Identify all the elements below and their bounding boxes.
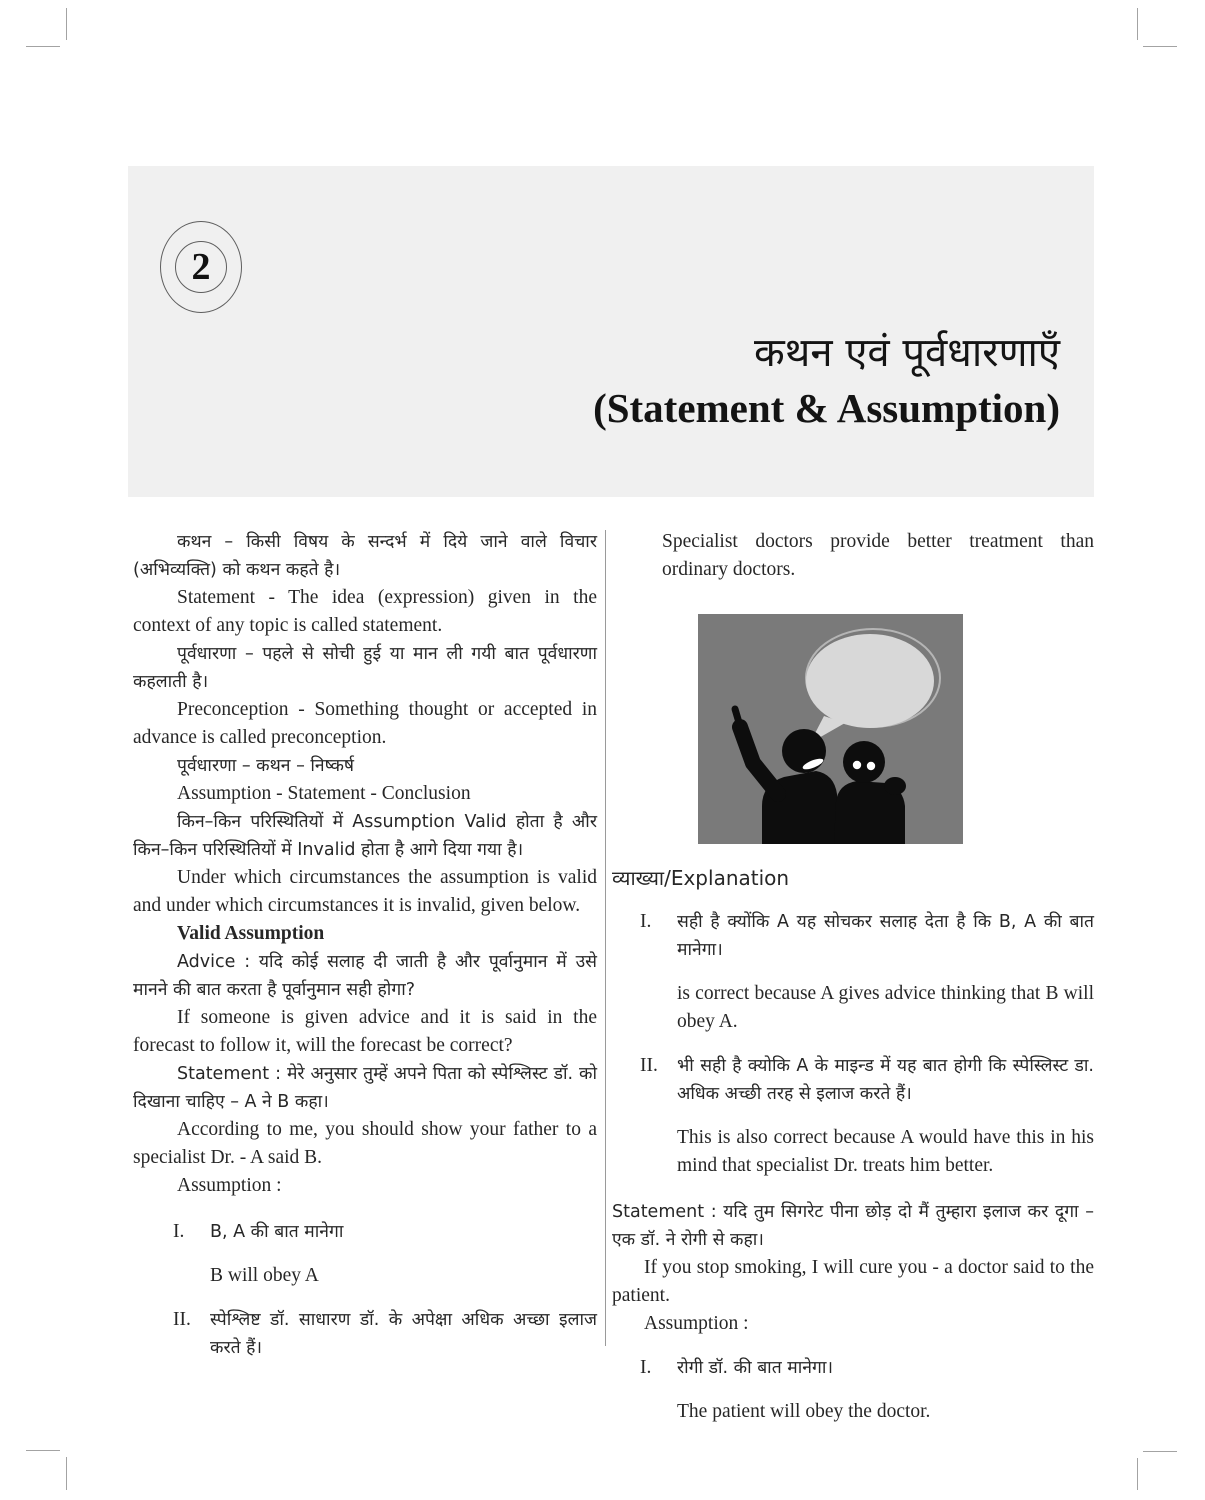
explanation-item-text-en: is correct because A gives advice thinking that B will obey A.	[677, 983, 1094, 1032]
doctor-advice-illustration	[698, 614, 963, 844]
list-item	[133, 1306, 597, 1362]
advisor-pointing-finger	[735, 709, 740, 726]
crop-mark-top-left-v	[66, 8, 67, 40]
explanation-item-text-hi: भी सही है क्योकि A के माइन्ड में यह बात होगी कि स्पेस्लिस्ट डा. अधिक अच्छी तरह से इलाज करते हैं।	[677, 1056, 1094, 1104]
crop-mark-top-left-h	[26, 46, 60, 47]
heading-valid-assumption: Valid Assumption	[177, 923, 325, 944]
chapter-number-badge	[160, 221, 242, 313]
para-purvadharana-definition-hi: पूर्वधारणा – पहले से सोची हुई या मान ली गयी बात पूर्वधारणा कहलाती है।	[133, 644, 597, 692]
list-item-text-hi: B, A की बात मानेगा	[210, 1222, 344, 1242]
list-item-text-hi: स्पेश्लिष्ट डॉ. साधारण डॉ. के अपेक्षा अधिक अच्छा इलाज करते हैं।	[210, 1310, 597, 1358]
list-item-translation-en: B will obey A	[210, 1265, 319, 1286]
crop-mark-top-right-v	[1137, 8, 1138, 40]
crop-mark-bottom-right-v	[1137, 1458, 1138, 1490]
explanation-item	[612, 1052, 1094, 1108]
para-sequence-en: Assumption - Statement - Conclusion	[177, 783, 471, 804]
chapter-title-english: (Statement & Assumption)	[593, 385, 1060, 431]
list-item	[133, 1218, 597, 1246]
para-advice-hi: Advice : यदि कोई सलाह दी जाती है और पूर्वानुमान में उसे मानने की बात करता है पूर्वानुमान सही होगा?	[133, 952, 597, 1000]
para-statement-example-en: According to me, you should show your father to a specialist Dr. - A said B.	[133, 1119, 597, 1168]
listener-eye-left	[853, 761, 861, 769]
crop-mark-bottom-left-h	[26, 1450, 60, 1451]
para-valid-invalid-en: Under which circumstances the assumption is valid and under which circumstances it is invalid, given below.	[133, 867, 597, 916]
explanation-item-numeral: II.	[640, 1055, 658, 1076]
assumption-label-right: Assumption :	[644, 1313, 749, 1334]
para-kathan-definition-hi: कथन – किसी विषय के सन्दर्भ में दिये जाने वाले विचार (अभिव्यक्ति) को कथन कहते है।	[133, 532, 597, 580]
para-statement-example-hi: Statement : मेरे अनुसार तुम्हें अपने पिता को स्पेश्लिस्ट डॉ. को दिखाना चाहिए – A ने B कहा।	[133, 1064, 597, 1112]
assumption-item	[612, 1354, 1094, 1382]
listener-head	[843, 741, 885, 783]
para-advice-en: If someone is given advice and it is said in the forecast to follow it, will the forecast be correct?	[133, 1007, 597, 1056]
column-divider	[605, 530, 606, 1346]
explanation-item-numeral: I.	[640, 911, 652, 932]
chapter-header-band	[128, 166, 1094, 497]
explanation-item-text-en: This is also correct because A would have this in his mind that specialist Dr. treats him better.	[677, 1127, 1094, 1176]
crop-mark-bottom-right-h	[1143, 1451, 1177, 1452]
explanation-item-text-hi: सही है क्योंकि A यह सोचकर सलाह देता है कि B, A की बात मानेगा।	[677, 912, 1094, 960]
right-column	[612, 528, 1094, 1426]
advisor-hand-on-shoulder	[884, 777, 906, 795]
chapter-number: 2	[175, 241, 227, 293]
assumption-label-left: Assumption :	[177, 1175, 282, 1196]
explanation-item	[612, 908, 1094, 964]
assumption-item-numeral: I.	[640, 1357, 652, 1378]
list-item-numeral: I.	[173, 1221, 185, 1242]
listener-eye-right	[867, 762, 875, 770]
para-smoking-statement-en: If you stop smoking, I will cure you - a doctor said to the patient.	[612, 1257, 1094, 1306]
chapter-titles	[593, 324, 1060, 434]
para-valid-invalid-hi: किन–किन परिस्थितियों में Assumption Valid होता है और किन–किन परिस्थितियों में Invalid होता है आगे दिया गया है।	[133, 812, 597, 860]
left-column	[133, 528, 597, 1362]
list-item-numeral: II.	[173, 1309, 191, 1330]
para-statement-definition-en: Statement - The idea (expression) given in the context of any topic is called statement.	[133, 587, 597, 636]
chapter-title-hindi: कथन एवं पूर्वधारणाएँ	[754, 330, 1060, 376]
para-specialist-doctors-en: Specialist doctors provide better treatment than ordinary doctors.	[662, 531, 1094, 580]
explanation-label: व्याख्या/Explanation	[612, 866, 790, 890]
crop-mark-top-right-h	[1143, 46, 1177, 47]
assumption-item-text-hi: रोगी डॉ. की बात मानेगा।	[677, 1358, 833, 1378]
para-smoking-statement-hi: Statement : यदि तुम सिगरेट पीना छोड़ दो मैं तुम्हारा इलाज कर दूगा – एक डॉ. ने रोगी से कहा।	[612, 1202, 1094, 1250]
para-preconception-definition-en: Preconception - Something thought or accepted in advance is called preconception.	[133, 699, 597, 748]
speech-bubble-icon	[806, 634, 934, 728]
para-sequence-hi: पूर्वधारणा – कथन – निष्कर्ष	[177, 756, 355, 776]
assumption-item-text-en: The patient will obey the doctor.	[677, 1401, 931, 1422]
crop-mark-bottom-left-v	[66, 1457, 67, 1490]
